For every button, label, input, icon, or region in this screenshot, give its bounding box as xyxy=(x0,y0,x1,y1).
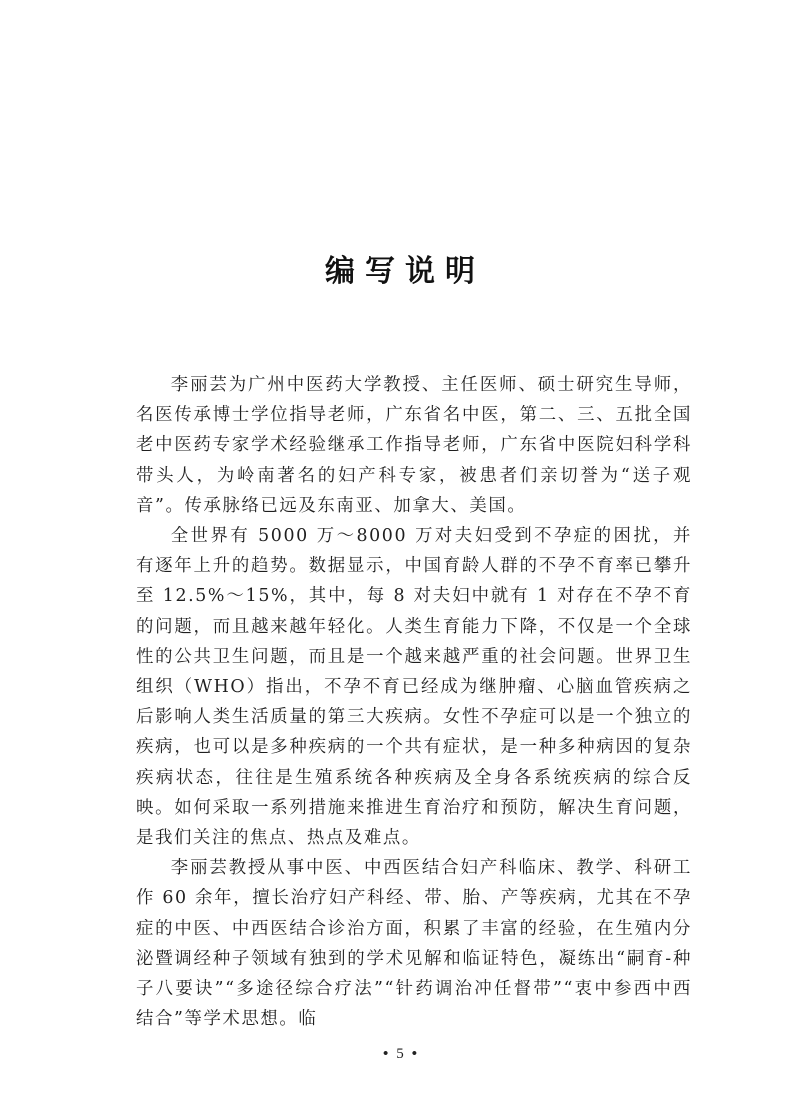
page-title: 编写说明 xyxy=(325,254,485,290)
page-number: 5 xyxy=(396,1046,404,1062)
paragraph-author-intro: 李丽芸为广州中医药大学教授、主任医师、硕士研究生导师，名医传承博士学位指导老师，广东省名中医，第二、三、五批全国老中医药专家学术经验继承工作指导老师，广东省中医院妇科学科带头人，为岭南著名的妇产科专家，被患者们亲切誉为“送子观音”。传承脉络已远及东南亚、加拿大、美国。 xyxy=(136,375,692,516)
paragraph-infertility-background: 全世界有 5000 万～8000 万对夫妇受到不孕症的困扰，并有逐年上升的趋势。数据显示，中国育龄人群的不孕不育率已攀升至 12.5%～15%，其中，每 8 对夫妇中就有 1 对存在不孕不育的问题，而且越来越年轻化。人类生育能力下降，不仅是一个全球性的公共卫生问题，而且是一个越来越严重的社会问题。世界卫生组织（WHO）指出，不孕不育已经成为继肿瘤、心脑血管疾病之后影响人类生活质量的第三大疾病。女性不孕症可以是一个独立的疾病，也可以是多种疾病的一个共有症状，是一种多种病因的复杂疾病状态，往往是生殖系统各种疾病及全身各系统疾病的综合反映。如何采取一系列措施来推进生育治疗和预防，解决生育问题，是我们关注的焦点、热点及难点。 xyxy=(136,526,692,849)
page-number-dot-right: • xyxy=(411,1046,418,1062)
paragraph-professor-experience: 李丽芸教授从事中医、中西医结合妇产科临床、教学、科研工作 60 余年，擅长治疗妇产科经、带、胎、产等疾病，尤其在不孕症的中医、中西医结合诊治方面，积累了丰富的经验，在生殖内分泌暨调经种子领域有独到的学术见解和临证特色，凝练出“嗣育-种子八要诀”“多途径综合疗法”“针药调治冲任督带”“衷中参西中西结合”等学术思想。临 xyxy=(136,858,692,1030)
page-number-dot-left: • xyxy=(382,1046,389,1062)
page-footer xyxy=(0,1046,800,1063)
body-text xyxy=(136,370,692,1034)
